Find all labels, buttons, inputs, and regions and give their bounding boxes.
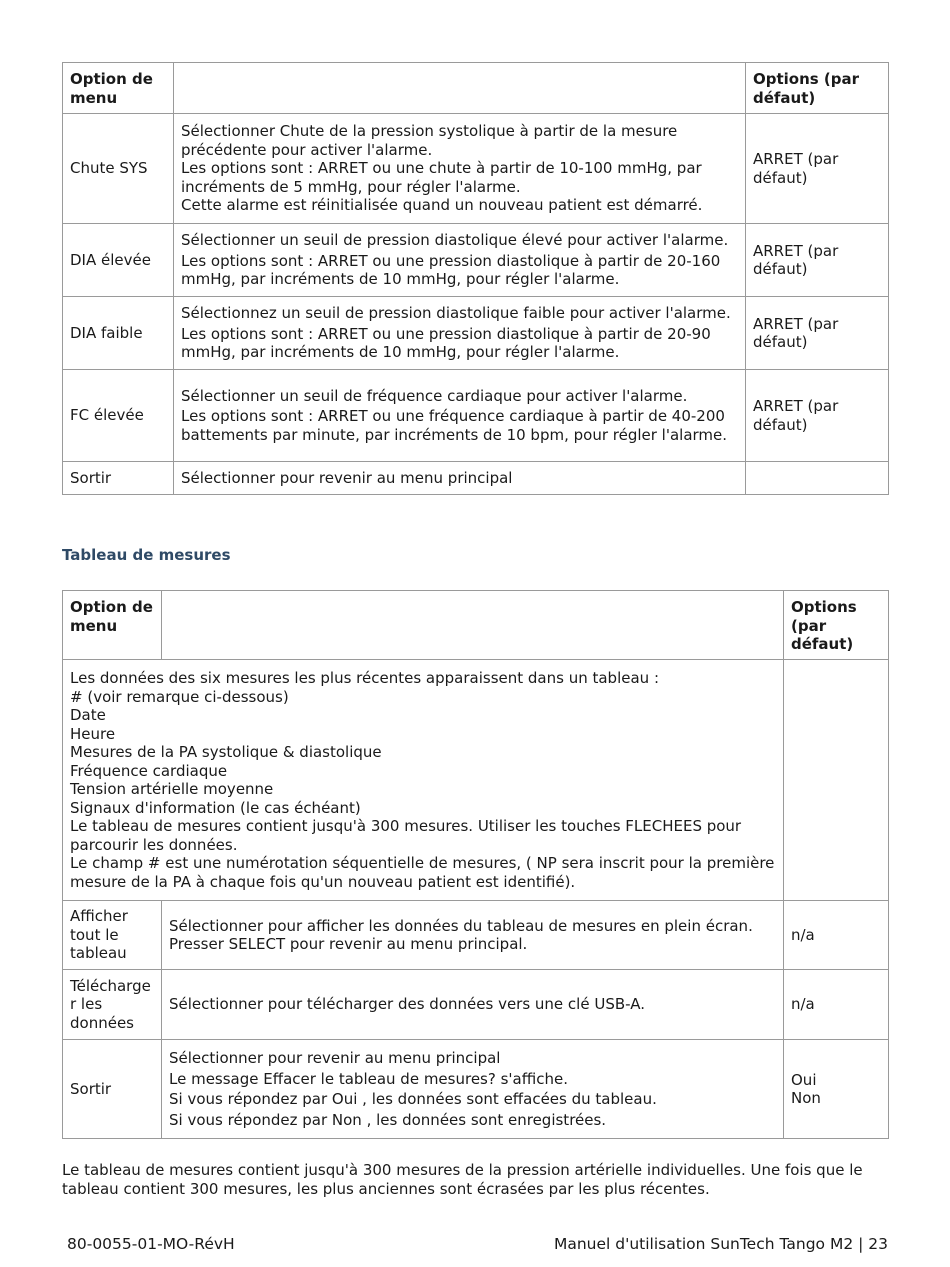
row-default bbox=[784, 1040, 889, 1139]
row-default: n/a bbox=[784, 970, 889, 1040]
description-line: Les options sont : ARRET ou une fréquence cardiaque à partir de 40-200 battements par minute, par incréments de 10 bpm, pour régler l'alarme. bbox=[181, 407, 728, 444]
measurements-table bbox=[62, 590, 889, 1139]
description-line: Sélectionner pour revenir au menu principal bbox=[181, 468, 513, 487]
row-default: ARRET (par défaut) bbox=[746, 224, 889, 297]
description-line: Sélectionner pour revenir au menu principal bbox=[169, 1049, 501, 1067]
description-line: Les options sont : ARRET ou une pression diastolique à partir de 20-160 mmHg, par incréments de 10 mmHg, pour régler l'alarme. bbox=[181, 251, 721, 289]
header-description bbox=[162, 591, 784, 660]
description-line: Si vous répondez par Oui , les données sont effacées du tableau. bbox=[169, 1090, 657, 1108]
description-line: Sélectionner Chute de la pression systolique à partir de la mesure précédente pour activer l'alarme. bbox=[181, 122, 678, 159]
description-line: Sélectionnez un seuil de pression diastolique faible pour activer l'alarme. bbox=[181, 304, 731, 323]
table-row bbox=[63, 901, 889, 970]
row-option: DIA élevée bbox=[63, 224, 174, 297]
table-row bbox=[63, 1040, 889, 1139]
table-header-row bbox=[63, 591, 889, 660]
row-option: FC élevée bbox=[63, 370, 174, 462]
table-intro-row bbox=[63, 660, 889, 901]
row-description bbox=[162, 901, 784, 970]
default-option: Oui bbox=[791, 1070, 817, 1089]
description-line: Les options sont : ARRET ou une pression diastolique à partir de 20-90 mmHg, par incréments de 10 mmHg, pour régler l'alarme. bbox=[181, 324, 711, 362]
row-description bbox=[174, 224, 746, 297]
row-option: DIA faible bbox=[63, 297, 174, 370]
table-row bbox=[63, 114, 889, 224]
intro-line: Fréquence cardiaque bbox=[70, 761, 228, 780]
row-default bbox=[746, 462, 889, 495]
row-option: Télécharge r les données bbox=[63, 970, 162, 1040]
intro-line: # (voir remarque ci-dessous) bbox=[70, 687, 289, 706]
intro-description bbox=[63, 660, 784, 901]
row-option: Afficher tout le tableau bbox=[63, 901, 162, 970]
table-row bbox=[63, 462, 889, 495]
row-description bbox=[162, 1040, 784, 1139]
description-line: Sélectionner pour télécharger des données vers une clé USB-A. bbox=[169, 995, 645, 1014]
row-option: Sortir bbox=[63, 462, 174, 495]
row-default: ARRET (par défaut) bbox=[746, 114, 889, 224]
row-description bbox=[174, 462, 746, 495]
row-description bbox=[174, 370, 746, 462]
table-header-row bbox=[63, 63, 889, 114]
header-option: Option de menu bbox=[63, 63, 174, 114]
row-option: Chute SYS bbox=[63, 114, 174, 224]
row-description bbox=[174, 114, 746, 224]
row-description bbox=[174, 297, 746, 370]
row-default: ARRET (par défaut) bbox=[746, 297, 889, 370]
header-option: Option de menu bbox=[63, 591, 162, 660]
description-line: Si vous répondez par Non , les données sont enregistrées. bbox=[169, 1110, 607, 1129]
intro-line: Heure bbox=[70, 724, 116, 743]
intro-line: Signaux d'information (le cas échéant) bbox=[70, 798, 361, 817]
page-footer-title: Manuel d'utilisation SunTech Tango M2 | 23 bbox=[553, 1235, 888, 1253]
description-line: Sélectionner pour afficher les données du tableau de mesures en plein écran. bbox=[169, 916, 753, 935]
row-description bbox=[162, 970, 784, 1040]
table-row bbox=[63, 370, 889, 462]
description-line: Presser SELECT pour revenir au menu principal. bbox=[169, 935, 528, 953]
header-default: Options (par défaut) bbox=[746, 63, 889, 114]
description-line: Les options sont : ARRET ou une chute à partir de 10-100 mmHg, par incréments de 5 mmHg, pour régler l'alarme. bbox=[181, 159, 702, 196]
intro-line: Tension artérielle moyenne bbox=[70, 780, 274, 798]
default-option: Non bbox=[791, 1089, 821, 1107]
document-code: 80-0055-01-MO-RévH bbox=[67, 1235, 235, 1253]
description-line: Sélectionner un seuil de fréquence cardiaque pour activer l'alarme. bbox=[181, 386, 688, 405]
intro-default bbox=[784, 660, 889, 901]
table-row bbox=[63, 297, 889, 370]
row-option: Sortir bbox=[63, 1040, 162, 1139]
row-default: ARRET (par défaut) bbox=[746, 370, 889, 462]
intro-line: Mesures de la PA systolique & diastolique bbox=[70, 743, 382, 761]
row-default: n/a bbox=[784, 901, 889, 970]
description-line: Sélectionner un seuil de pression diastolique élevé pour activer l'alarme. bbox=[181, 231, 729, 250]
description-line: Le message Effacer le tableau de mesures? s'affiche. bbox=[169, 1069, 568, 1088]
intro-line: Le champ # est une numérotation séquentielle de mesures, ( NP sera inscrit pour la première mesure de la PA à chaque fois qu'un nouveau patient est identifié). bbox=[70, 854, 775, 891]
header-description bbox=[174, 63, 746, 114]
header-default: Options (par défaut) bbox=[784, 591, 889, 660]
section-heading: Tableau de mesures bbox=[62, 546, 231, 564]
intro-line: Le tableau de mesures contient jusqu'à 300 mesures. Utiliser les touches FLECHEES pour parcourir les données. bbox=[70, 817, 742, 854]
table-row bbox=[63, 970, 889, 1040]
description-line: Cette alarme est réinitialisée quand un nouveau patient est démarré. bbox=[181, 196, 703, 215]
body-paragraph: Le tableau de mesures contient jusqu'à 300 mesures de la pression artérielle individuelles. Une fois que le tableau contient 300 mesures, les plus anciennes sont écrasées par les plus récentes. bbox=[62, 1161, 863, 1198]
intro-line: Date bbox=[70, 706, 106, 724]
table-row bbox=[63, 224, 889, 297]
alarm-options-table bbox=[62, 62, 889, 495]
intro-line: Les données des six mesures les plus récentes apparaissent dans un tableau : bbox=[70, 669, 659, 687]
